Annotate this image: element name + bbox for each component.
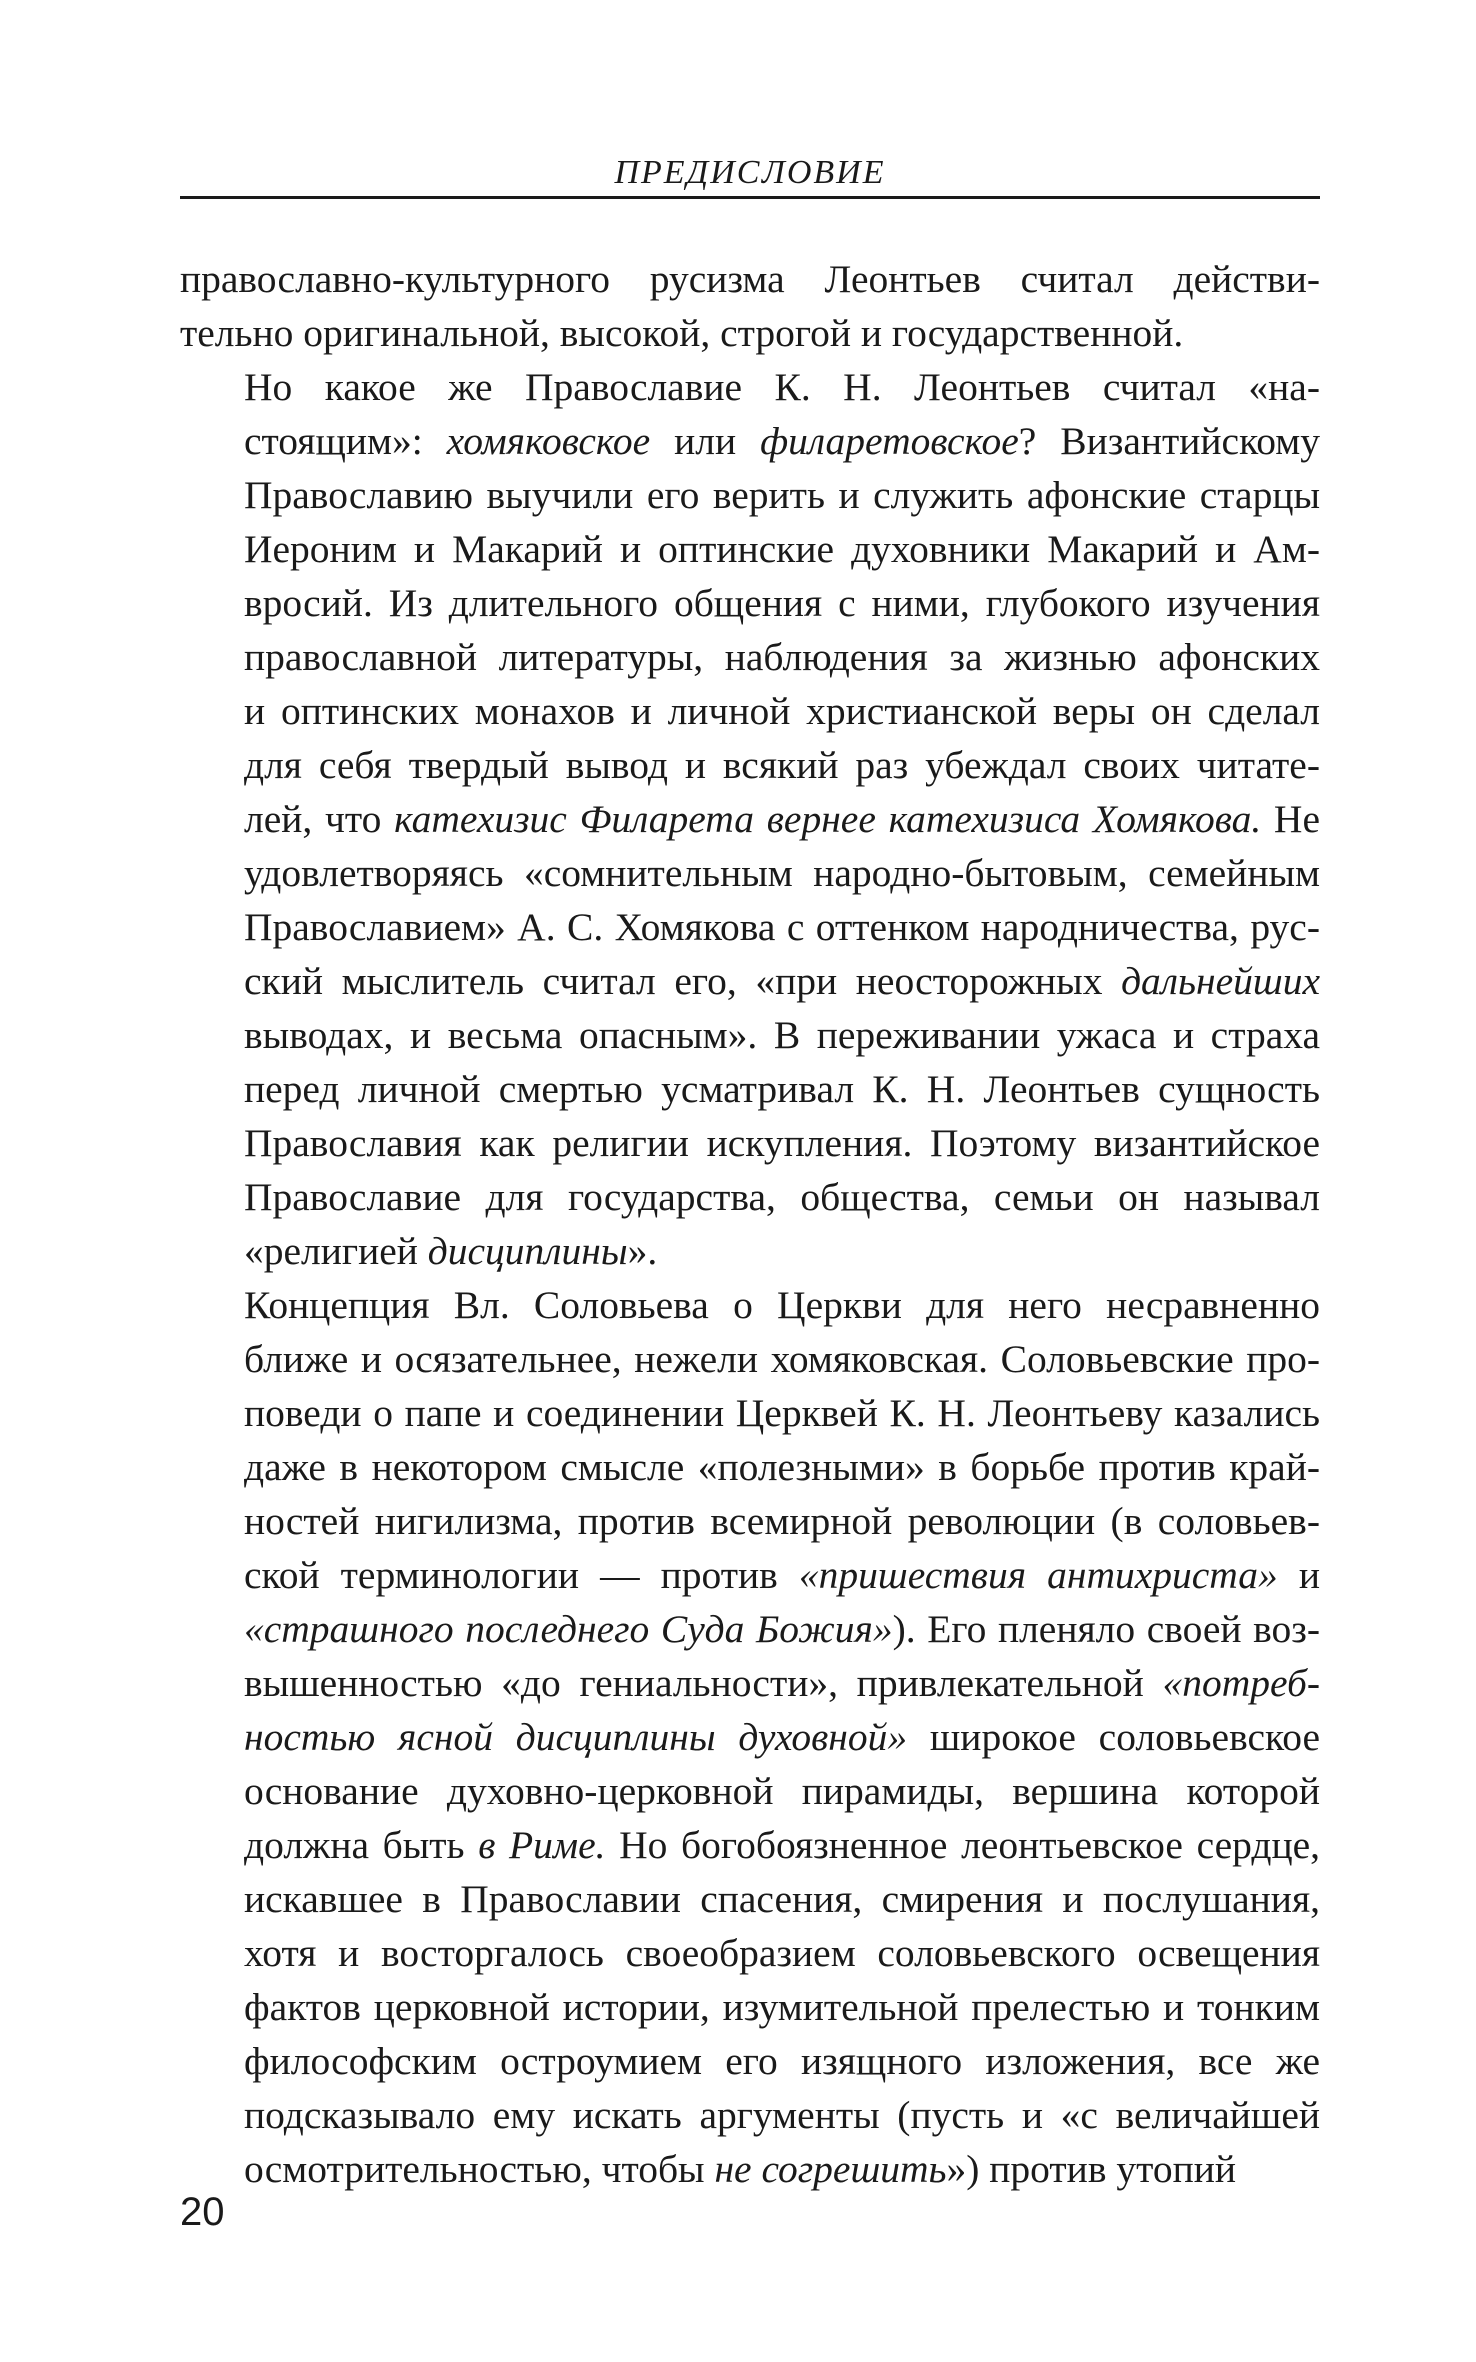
text-segment: Православие для государства, общества, семьи он называл — [244, 1175, 1320, 1219]
text-segment: хотя и восторгалось своеобразием соловьевского освещения — [244, 1931, 1320, 1975]
italic-text: филаретовское — [760, 419, 1019, 463]
text-segment: и оптинских монахов и личной христианской веры он сделал — [244, 689, 1320, 733]
italic-text: «страшного последнего Суда Божия» — [244, 1607, 893, 1651]
text-segment: философским остроумием его изящного изложения, все же — [244, 2039, 1320, 2083]
text-line — [180, 846, 1320, 900]
text-line — [180, 1062, 1320, 1116]
italic-text: «потреб- — [1162, 1661, 1320, 1705]
text-line — [180, 576, 1320, 630]
text-segment: подсказывало ему искать аргументы (пусть и «с величайшей — [244, 2093, 1320, 2137]
text-segment: ». — [627, 1229, 658, 1273]
text-line — [180, 2142, 1320, 2196]
text-line — [180, 954, 1320, 1008]
text-segment: православно-культурного русизма Леонтьев считал действи- — [180, 257, 1320, 301]
text-segment: широкое соловьевское — [907, 1715, 1320, 1759]
text-line — [180, 1440, 1320, 1494]
text-line — [180, 792, 1320, 846]
text-segment: осмотрительностью, чтобы — [244, 2147, 715, 2191]
text-segment: лей, что — [244, 797, 395, 841]
italic-text: в Риме. — [478, 1823, 606, 1867]
running-header-title: ПРЕДИСЛОВИЕ — [614, 154, 886, 191]
text-segment: ). Его пленяло своей воз- — [892, 1607, 1320, 1651]
text-segment: православной литературы, наблюдения за жизнью афонских — [244, 635, 1320, 679]
text-line — [180, 1818, 1320, 1872]
text-line — [180, 900, 1320, 954]
text-segment: выводах, и весьма опасным». В переживании ужаса и страха — [244, 1013, 1320, 1057]
text-line — [180, 522, 1320, 576]
text-line — [180, 306, 1320, 360]
text-segment: ») против утопий — [946, 2147, 1236, 2191]
text-segment: Концепция Вл. Соловьева о Церкви для него несравненно — [244, 1283, 1320, 1327]
text-segment: перед личной смертью усматривал К. Н. Леонтьев сущность — [244, 1067, 1320, 1111]
text-segment: ностей нигилизма, против всемирной революции (в соловьев- — [244, 1499, 1320, 1543]
text-segment: стоящим»: — [244, 419, 447, 463]
text-segment: должна быть — [244, 1823, 479, 1867]
text-segment: вышенностью «до гениальности», привлекательной — [244, 1661, 1163, 1705]
italic-text: катехизис Филарета вернее катехизиса Хомякова. — [394, 797, 1262, 841]
text-line — [180, 1008, 1320, 1062]
text-segment: вросий. Из длительного общения с ними, глубокого изучения — [244, 581, 1320, 625]
text-line — [180, 1602, 1320, 1656]
text-line — [180, 1548, 1320, 1602]
text-segment: Православия как религии искупления. Поэтому византийское — [244, 1121, 1320, 1165]
text-line — [180, 1980, 1320, 2034]
text-line — [180, 360, 1320, 414]
text-segment: ской терминологии — против — [244, 1553, 799, 1597]
text-segment: искавшее в Православии спасения, смирения и послушания, — [244, 1877, 1320, 1921]
text-segment: Но какое же Православие К. Н. Леонтьев считал «на- — [244, 365, 1320, 409]
italic-text: хомяковское — [446, 419, 651, 463]
text-line — [180, 1710, 1320, 1764]
text-line — [180, 1116, 1320, 1170]
text-segment: основание духовно-церковной пирамиды, вершина которой — [244, 1769, 1320, 1813]
text-segment: фактов церковной истории, изумительной прелестью и тонким — [244, 1985, 1320, 2029]
text-segment: Православию выучили его верить и служить афонские старцы — [244, 473, 1320, 517]
text-line — [180, 1170, 1320, 1224]
text-line — [180, 684, 1320, 738]
text-line — [180, 1764, 1320, 1818]
text-segment: ский мыслитель считал его, «при неосторожных — [244, 959, 1122, 1003]
text-line — [180, 1386, 1320, 1440]
paragraph — [180, 360, 1320, 1278]
text-segment: Не — [1261, 797, 1320, 841]
italic-text: «пришествия антихриста» — [798, 1553, 1278, 1597]
text-line — [180, 738, 1320, 792]
text-line — [180, 1332, 1320, 1386]
text-segment: Но богобоязненное леонтьевское сердце, — [605, 1823, 1320, 1867]
text-line — [180, 2034, 1320, 2088]
text-segment: Иероним и Макарий и оптинские духовники Макарий и Ам- — [244, 527, 1320, 571]
text-segment: ближе и осязательнее, нежели хомяковская. Соловьевские про- — [244, 1337, 1320, 1381]
text-line — [180, 1656, 1320, 1710]
text-segment: тельно оригинальной, высокой, строгой и государственной. — [180, 311, 1184, 355]
text-segment: удовлетворяясь «сомнительным народно-бытовым, семейным — [244, 851, 1320, 895]
text-segment: или — [650, 419, 761, 463]
paragraph — [180, 1278, 1320, 2196]
text-segment: поведи о папе и соединении Церквей К. Н. Леонтьеву казались — [244, 1391, 1320, 1435]
text-line — [180, 1926, 1320, 1980]
running-header — [180, 150, 1320, 199]
text-line — [180, 1278, 1320, 1332]
text-segment: ? Византийскому — [1018, 419, 1321, 463]
text-line — [180, 2088, 1320, 2142]
text-segment: «религией — [244, 1229, 428, 1273]
italic-text: дальнейших — [1121, 959, 1320, 1003]
paragraph — [180, 252, 1320, 360]
italic-text: дисциплины — [427, 1229, 628, 1273]
text-line — [180, 1224, 1320, 1278]
text-line — [180, 1872, 1320, 1926]
text-segment: даже в некотором смысле «полезными» в борьбе против край- — [244, 1445, 1320, 1489]
text-line — [180, 630, 1320, 684]
text-line — [180, 1494, 1320, 1548]
text-line — [180, 414, 1320, 468]
text-line — [180, 468, 1320, 522]
text-segment: Православием» А. С. Хомякова с оттенком народничества, рус- — [244, 905, 1320, 949]
italic-text: ностью ясной дисциплины духовной» — [244, 1715, 908, 1759]
body-text — [180, 252, 1320, 2196]
text-segment: для себя твердый вывод и всякий раз убеждал своих читате- — [244, 743, 1320, 787]
italic-text: не согрешить — [714, 2147, 947, 2191]
page-number: 20 — [180, 2190, 225, 2234]
text-line — [180, 252, 1320, 306]
text-segment: и — [1277, 1553, 1321, 1597]
